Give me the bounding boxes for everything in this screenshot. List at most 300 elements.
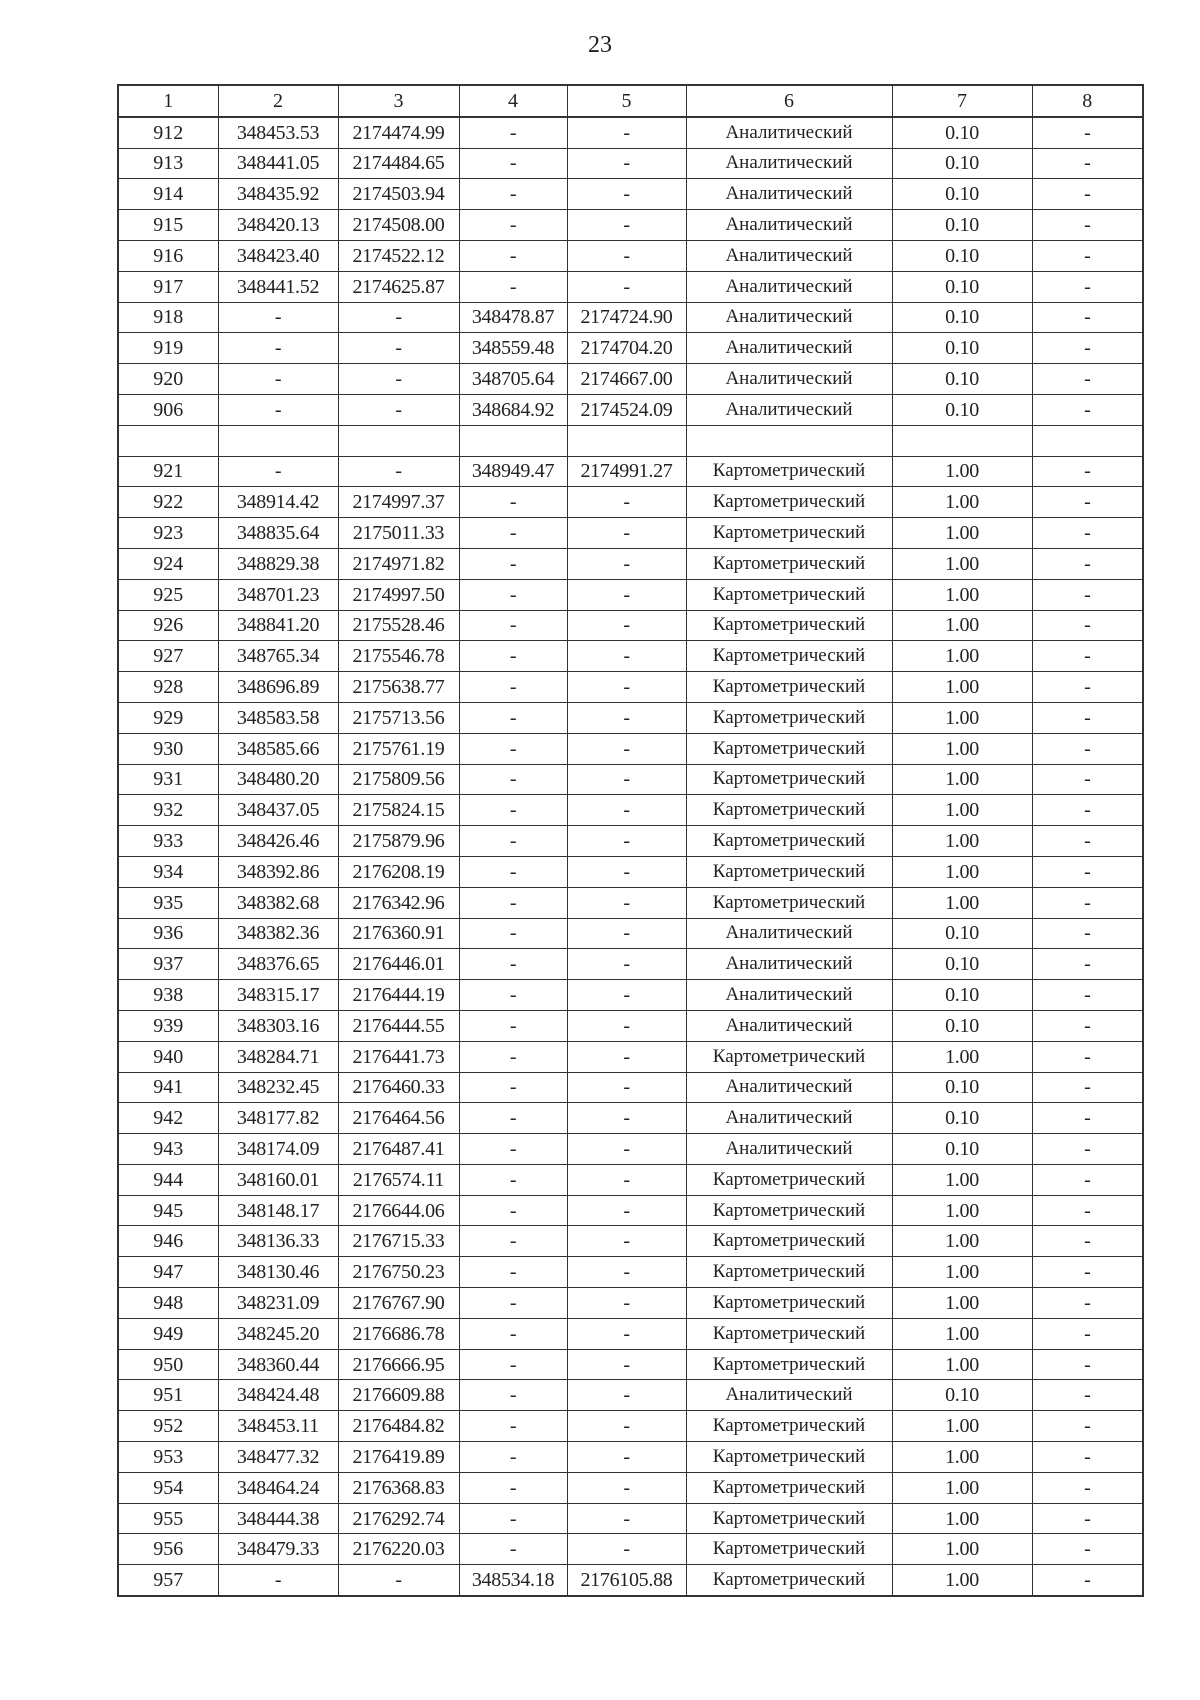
x-coordinate-alt-cell: - [459, 610, 567, 641]
table-row [118, 733, 1143, 764]
y-coordinate-cell: 2174503.94 [338, 179, 459, 210]
table-row [118, 980, 1143, 1011]
table-body [118, 85, 1143, 1596]
note-cell: - [1032, 795, 1143, 826]
table-row [118, 364, 1143, 395]
point-number-cell: 955 [118, 1503, 218, 1534]
y-coordinate-cell: 2174522.12 [338, 240, 459, 271]
note-cell: - [1032, 548, 1143, 579]
y-coordinate-cell: - [338, 302, 459, 333]
y-coordinate-alt-cell: - [567, 918, 686, 949]
x-coordinate-alt-cell: - [459, 1349, 567, 1380]
point-number-cell: 923 [118, 518, 218, 549]
x-coordinate-cell: 348426.46 [218, 826, 338, 857]
x-coordinate-alt-cell: 348705.64 [459, 364, 567, 395]
x-coordinate-cell: 348382.68 [218, 887, 338, 918]
x-coordinate-alt-cell: - [459, 641, 567, 672]
y-coordinate-alt-cell: - [567, 1164, 686, 1195]
x-coordinate-alt-cell [459, 425, 567, 456]
note-cell: - [1032, 1195, 1143, 1226]
y-coordinate-cell: 2175824.15 [338, 795, 459, 826]
x-coordinate-alt-cell: - [459, 1442, 567, 1473]
y-coordinate-alt-cell: - [567, 702, 686, 733]
method-cell [686, 425, 892, 456]
method-cell: Аналитический [686, 302, 892, 333]
accuracy-cell: 0.10 [892, 1010, 1032, 1041]
x-coordinate-cell: 348765.34 [218, 641, 338, 672]
x-coordinate-cell: 348160.01 [218, 1164, 338, 1195]
y-coordinate-alt-cell: - [567, 795, 686, 826]
y-coordinate-cell: 2176441.73 [338, 1041, 459, 1072]
table-row [118, 702, 1143, 733]
method-cell: Картометрический [686, 764, 892, 795]
table-row [118, 1164, 1143, 1195]
table-row [118, 949, 1143, 980]
y-coordinate-cell: 2176644.06 [338, 1195, 459, 1226]
x-coordinate-cell: - [218, 364, 338, 395]
y-coordinate-cell: 2175528.46 [338, 610, 459, 641]
y-coordinate-cell: 2175011.33 [338, 518, 459, 549]
x-coordinate-alt-cell: - [459, 210, 567, 241]
note-cell: - [1032, 487, 1143, 518]
y-coordinate-alt-cell: 2174524.09 [567, 394, 686, 425]
note-cell: - [1032, 1411, 1143, 1442]
x-coordinate-alt-cell: - [459, 518, 567, 549]
accuracy-cell: 0.10 [892, 302, 1032, 333]
point-number-cell: 922 [118, 487, 218, 518]
table-row [118, 826, 1143, 857]
accuracy-cell: 0.10 [892, 240, 1032, 271]
y-coordinate-cell: 2176220.03 [338, 1534, 459, 1565]
note-cell [1032, 425, 1143, 456]
x-coordinate-alt-cell: - [459, 271, 567, 302]
y-coordinate-alt-cell: - [567, 826, 686, 857]
x-coordinate-alt-cell: - [459, 887, 567, 918]
point-number-cell: 927 [118, 641, 218, 672]
y-coordinate-cell: 2175638.77 [338, 672, 459, 703]
method-cell: Аналитический [686, 333, 892, 364]
point-number-cell: 942 [118, 1103, 218, 1134]
accuracy-cell: 1.00 [892, 1318, 1032, 1349]
y-coordinate-alt-cell: 2176105.88 [567, 1565, 686, 1596]
point-number-cell: 951 [118, 1380, 218, 1411]
x-coordinate-cell: 348437.05 [218, 795, 338, 826]
accuracy-cell: 1.00 [892, 1565, 1032, 1596]
x-coordinate-cell: 348130.46 [218, 1257, 338, 1288]
column-header: 3 [338, 85, 459, 117]
x-coordinate-alt-cell: - [459, 764, 567, 795]
y-coordinate-alt-cell: - [567, 487, 686, 518]
note-cell: - [1032, 610, 1143, 641]
y-coordinate-alt-cell: - [567, 518, 686, 549]
method-cell: Аналитический [686, 1072, 892, 1103]
x-coordinate-cell: 348701.23 [218, 579, 338, 610]
point-number-cell: 921 [118, 456, 218, 487]
x-coordinate-alt-cell: - [459, 1134, 567, 1165]
x-coordinate-alt-cell: - [459, 1503, 567, 1534]
column-header: 1 [118, 85, 218, 117]
table-row [118, 1072, 1143, 1103]
point-number-cell: 919 [118, 333, 218, 364]
x-coordinate-alt-cell: 348534.18 [459, 1565, 567, 1596]
y-coordinate-cell: 2176444.55 [338, 1010, 459, 1041]
x-coordinate-cell: - [218, 333, 338, 364]
table-row [118, 302, 1143, 333]
method-cell: Картометрический [686, 456, 892, 487]
x-coordinate-cell: 348245.20 [218, 1318, 338, 1349]
y-coordinate-alt-cell: - [567, 1318, 686, 1349]
accuracy-cell: 1.00 [892, 826, 1032, 857]
table-row [118, 1442, 1143, 1473]
y-coordinate-alt-cell: - [567, 271, 686, 302]
table-row [118, 1041, 1143, 1072]
point-number-cell: 940 [118, 1041, 218, 1072]
accuracy-cell: 0.10 [892, 1072, 1032, 1103]
accuracy-cell: 1.00 [892, 518, 1032, 549]
coordinates-table-container [117, 84, 1142, 1597]
point-number-cell: 931 [118, 764, 218, 795]
table-row [118, 518, 1143, 549]
note-cell: - [1032, 1349, 1143, 1380]
y-coordinate-cell: 2176368.83 [338, 1472, 459, 1503]
y-coordinate-alt-cell: - [567, 210, 686, 241]
point-number-cell: 917 [118, 271, 218, 302]
table-header-row [118, 85, 1143, 117]
note-cell: - [1032, 518, 1143, 549]
note-cell: - [1032, 1318, 1143, 1349]
table-row [118, 240, 1143, 271]
note-cell: - [1032, 856, 1143, 887]
y-coordinate-alt-cell: - [567, 980, 686, 1011]
page-number: 23 [588, 32, 612, 58]
table-row [118, 456, 1143, 487]
y-coordinate-alt-cell: - [567, 579, 686, 610]
note-cell: - [1032, 1534, 1143, 1565]
note-cell: - [1032, 148, 1143, 179]
y-coordinate-cell: - [338, 456, 459, 487]
table-row [118, 1503, 1143, 1534]
point-number-cell: 953 [118, 1442, 218, 1473]
point-number-cell: 926 [118, 610, 218, 641]
x-coordinate-alt-cell: - [459, 672, 567, 703]
y-coordinate-alt-cell: - [567, 240, 686, 271]
x-coordinate-cell: 348392.86 [218, 856, 338, 887]
table-row [118, 548, 1143, 579]
y-coordinate-cell: 2174997.37 [338, 487, 459, 518]
point-number-cell: 928 [118, 672, 218, 703]
y-coordinate-alt-cell: - [567, 733, 686, 764]
table-row [118, 425, 1143, 456]
x-coordinate-alt-cell: - [459, 1226, 567, 1257]
x-coordinate-cell: 348829.38 [218, 548, 338, 579]
column-header: 6 [686, 85, 892, 117]
point-number-cell: 949 [118, 1318, 218, 1349]
y-coordinate-cell: 2176750.23 [338, 1257, 459, 1288]
y-coordinate-cell: 2176487.41 [338, 1134, 459, 1165]
x-coordinate-alt-cell: - [459, 702, 567, 733]
point-number-cell: 915 [118, 210, 218, 241]
method-cell: Картометрический [686, 826, 892, 857]
x-coordinate-cell: 348360.44 [218, 1349, 338, 1380]
note-cell: - [1032, 364, 1143, 395]
method-cell: Картометрический [686, 672, 892, 703]
y-coordinate-alt-cell: - [567, 148, 686, 179]
table-row [118, 610, 1143, 641]
method-cell: Аналитический [686, 117, 892, 148]
y-coordinate-cell: 2176484.82 [338, 1411, 459, 1442]
table-row [118, 672, 1143, 703]
y-coordinate-cell: 2176767.90 [338, 1288, 459, 1319]
y-coordinate-cell: - [338, 394, 459, 425]
table-row [118, 1534, 1143, 1565]
y-coordinate-alt-cell: - [567, 1503, 686, 1534]
accuracy-cell: 1.00 [892, 548, 1032, 579]
x-coordinate-alt-cell: 348559.48 [459, 333, 567, 364]
method-cell: Аналитический [686, 148, 892, 179]
y-coordinate-alt-cell: - [567, 1010, 686, 1041]
note-cell: - [1032, 456, 1143, 487]
note-cell: - [1032, 1442, 1143, 1473]
accuracy-cell: 1.00 [892, 487, 1032, 518]
x-coordinate-alt-cell: - [459, 548, 567, 579]
accuracy-cell: 1.00 [892, 1226, 1032, 1257]
note-cell: - [1032, 1472, 1143, 1503]
x-coordinate-cell: 348479.33 [218, 1534, 338, 1565]
point-number-cell: 933 [118, 826, 218, 857]
accuracy-cell: 1.00 [892, 795, 1032, 826]
method-cell: Аналитический [686, 1380, 892, 1411]
note-cell: - [1032, 702, 1143, 733]
method-cell: Картометрический [686, 887, 892, 918]
note-cell: - [1032, 1103, 1143, 1134]
y-coordinate-alt-cell: - [567, 548, 686, 579]
accuracy-cell: 1.00 [892, 579, 1032, 610]
table-row [118, 210, 1143, 241]
note-cell: - [1032, 117, 1143, 148]
y-coordinate-cell: 2176360.91 [338, 918, 459, 949]
x-coordinate-cell: 348315.17 [218, 980, 338, 1011]
table-row [118, 1411, 1143, 1442]
y-coordinate-alt-cell: - [567, 887, 686, 918]
method-cell: Аналитический [686, 1103, 892, 1134]
table-row [118, 764, 1143, 795]
accuracy-cell: 0.10 [892, 1103, 1032, 1134]
point-number-cell: 935 [118, 887, 218, 918]
point-number-cell: 941 [118, 1072, 218, 1103]
y-coordinate-cell: 2176666.95 [338, 1349, 459, 1380]
note-cell: - [1032, 179, 1143, 210]
y-coordinate-cell: 2176446.01 [338, 949, 459, 980]
x-coordinate-cell: - [218, 456, 338, 487]
accuracy-cell: 0.10 [892, 271, 1032, 302]
point-number-cell: 936 [118, 918, 218, 949]
method-cell: Аналитический [686, 980, 892, 1011]
method-cell: Картометрический [686, 1565, 892, 1596]
method-cell: Картометрический [686, 548, 892, 579]
point-number-cell [118, 425, 218, 456]
method-cell: Картометрический [686, 1472, 892, 1503]
y-coordinate-cell: 2175546.78 [338, 641, 459, 672]
accuracy-cell: 0.10 [892, 364, 1032, 395]
x-coordinate-alt-cell: - [459, 1318, 567, 1349]
point-number-cell: 914 [118, 179, 218, 210]
point-number-cell: 938 [118, 980, 218, 1011]
note-cell: - [1032, 826, 1143, 857]
table-row [118, 1257, 1143, 1288]
point-number-cell: 929 [118, 702, 218, 733]
y-coordinate-alt-cell: - [567, 1472, 686, 1503]
y-coordinate-alt-cell: - [567, 1349, 686, 1380]
accuracy-cell: 1.00 [892, 610, 1032, 641]
table-row [118, 856, 1143, 887]
point-number-cell: 913 [118, 148, 218, 179]
method-cell: Аналитический [686, 271, 892, 302]
method-cell: Картометрический [686, 1257, 892, 1288]
x-coordinate-alt-cell: - [459, 1472, 567, 1503]
x-coordinate-cell: 348174.09 [218, 1134, 338, 1165]
y-coordinate-alt-cell: - [567, 1226, 686, 1257]
x-coordinate-alt-cell: - [459, 1164, 567, 1195]
point-number-cell: 937 [118, 949, 218, 980]
accuracy-cell: 1.00 [892, 1041, 1032, 1072]
table-row [118, 641, 1143, 672]
x-coordinate-cell: 348480.20 [218, 764, 338, 795]
y-coordinate-cell: 2176419.89 [338, 1442, 459, 1473]
note-cell: - [1032, 1041, 1143, 1072]
x-coordinate-cell: 348453.53 [218, 117, 338, 148]
y-coordinate-alt-cell: 2174991.27 [567, 456, 686, 487]
x-coordinate-cell: 348424.48 [218, 1380, 338, 1411]
y-coordinate-cell [338, 425, 459, 456]
y-coordinate-alt-cell: - [567, 179, 686, 210]
y-coordinate-alt-cell: - [567, 1380, 686, 1411]
note-cell: - [1032, 672, 1143, 703]
x-coordinate-alt-cell: - [459, 733, 567, 764]
method-cell: Картометрический [686, 1164, 892, 1195]
point-number-cell: 925 [118, 579, 218, 610]
x-coordinate-alt-cell: - [459, 826, 567, 857]
column-header: 7 [892, 85, 1032, 117]
x-coordinate-cell: 348841.20 [218, 610, 338, 641]
x-coordinate-cell: 348376.65 [218, 949, 338, 980]
accuracy-cell: 0.10 [892, 980, 1032, 1011]
method-cell: Картометрический [686, 518, 892, 549]
accuracy-cell: 0.10 [892, 1380, 1032, 1411]
y-coordinate-alt-cell: - [567, 117, 686, 148]
note-cell: - [1032, 980, 1143, 1011]
method-cell: Картометрический [686, 1195, 892, 1226]
method-cell: Картометрический [686, 856, 892, 887]
x-coordinate-cell: 348444.38 [218, 1503, 338, 1534]
column-header: 8 [1032, 85, 1143, 117]
y-coordinate-cell: - [338, 333, 459, 364]
y-coordinate-alt-cell: - [567, 1103, 686, 1134]
x-coordinate-alt-cell: - [459, 1072, 567, 1103]
accuracy-cell: 0.10 [892, 394, 1032, 425]
y-coordinate-alt-cell: - [567, 1257, 686, 1288]
y-coordinate-alt-cell: - [567, 949, 686, 980]
accuracy-cell: 0.10 [892, 918, 1032, 949]
note-cell: - [1032, 1226, 1143, 1257]
y-coordinate-alt-cell: - [567, 856, 686, 887]
table-row [118, 887, 1143, 918]
table-row [118, 1349, 1143, 1380]
y-coordinate-cell: - [338, 364, 459, 395]
point-number-cell: 920 [118, 364, 218, 395]
y-coordinate-alt-cell: - [567, 672, 686, 703]
accuracy-cell: 1.00 [892, 1472, 1032, 1503]
x-coordinate-cell: 348441.05 [218, 148, 338, 179]
y-coordinate-cell: 2176208.19 [338, 856, 459, 887]
y-coordinate-alt-cell: - [567, 1195, 686, 1226]
accuracy-cell: 0.10 [892, 949, 1032, 980]
x-coordinate-cell: 348231.09 [218, 1288, 338, 1319]
y-coordinate-alt-cell: - [567, 1288, 686, 1319]
note-cell: - [1032, 1503, 1143, 1534]
point-number-cell: 944 [118, 1164, 218, 1195]
table-row [118, 795, 1143, 826]
y-coordinate-cell: 2174997.50 [338, 579, 459, 610]
accuracy-cell: 0.10 [892, 117, 1032, 148]
x-coordinate-cell: 348177.82 [218, 1103, 338, 1134]
column-header: 2 [218, 85, 338, 117]
note-cell: - [1032, 1164, 1143, 1195]
method-cell: Картометрический [686, 702, 892, 733]
method-cell: Картометрический [686, 1349, 892, 1380]
y-coordinate-cell: 2174474.99 [338, 117, 459, 148]
x-coordinate-cell: 348441.52 [218, 271, 338, 302]
x-coordinate-cell: - [218, 394, 338, 425]
x-coordinate-alt-cell: 348478.87 [459, 302, 567, 333]
table-row [118, 1380, 1143, 1411]
x-coordinate-alt-cell: - [459, 795, 567, 826]
accuracy-cell: 1.00 [892, 702, 1032, 733]
table-row [118, 579, 1143, 610]
method-cell: Аналитический [686, 240, 892, 271]
method-cell: Аналитический [686, 179, 892, 210]
y-coordinate-cell: 2174625.87 [338, 271, 459, 302]
accuracy-cell: 1.00 [892, 1534, 1032, 1565]
accuracy-cell [892, 425, 1032, 456]
note-cell: - [1032, 394, 1143, 425]
point-number-cell: 916 [118, 240, 218, 271]
x-coordinate-alt-cell: - [459, 1534, 567, 1565]
x-coordinate-alt-cell: - [459, 148, 567, 179]
note-cell: - [1032, 1072, 1143, 1103]
method-cell: Картометрический [686, 1318, 892, 1349]
method-cell: Картометрический [686, 1442, 892, 1473]
method-cell: Картометрический [686, 733, 892, 764]
method-cell: Аналитический [686, 949, 892, 980]
y-coordinate-cell: 2174508.00 [338, 210, 459, 241]
table-row [118, 148, 1143, 179]
accuracy-cell: 1.00 [892, 1349, 1032, 1380]
x-coordinate-alt-cell: 348949.47 [459, 456, 567, 487]
y-coordinate-cell: 2176444.19 [338, 980, 459, 1011]
y-coordinate-cell: 2176574.11 [338, 1164, 459, 1195]
note-cell: - [1032, 271, 1143, 302]
accuracy-cell: 1.00 [892, 1442, 1032, 1473]
x-coordinate-alt-cell: - [459, 918, 567, 949]
note-cell: - [1032, 210, 1143, 241]
accuracy-cell: 0.10 [892, 333, 1032, 364]
y-coordinate-alt-cell: - [567, 641, 686, 672]
note-cell: - [1032, 641, 1143, 672]
x-coordinate-cell: 348583.58 [218, 702, 338, 733]
method-cell: Картометрический [686, 1534, 892, 1565]
x-coordinate-cell: 348420.13 [218, 210, 338, 241]
table-row [118, 1103, 1143, 1134]
